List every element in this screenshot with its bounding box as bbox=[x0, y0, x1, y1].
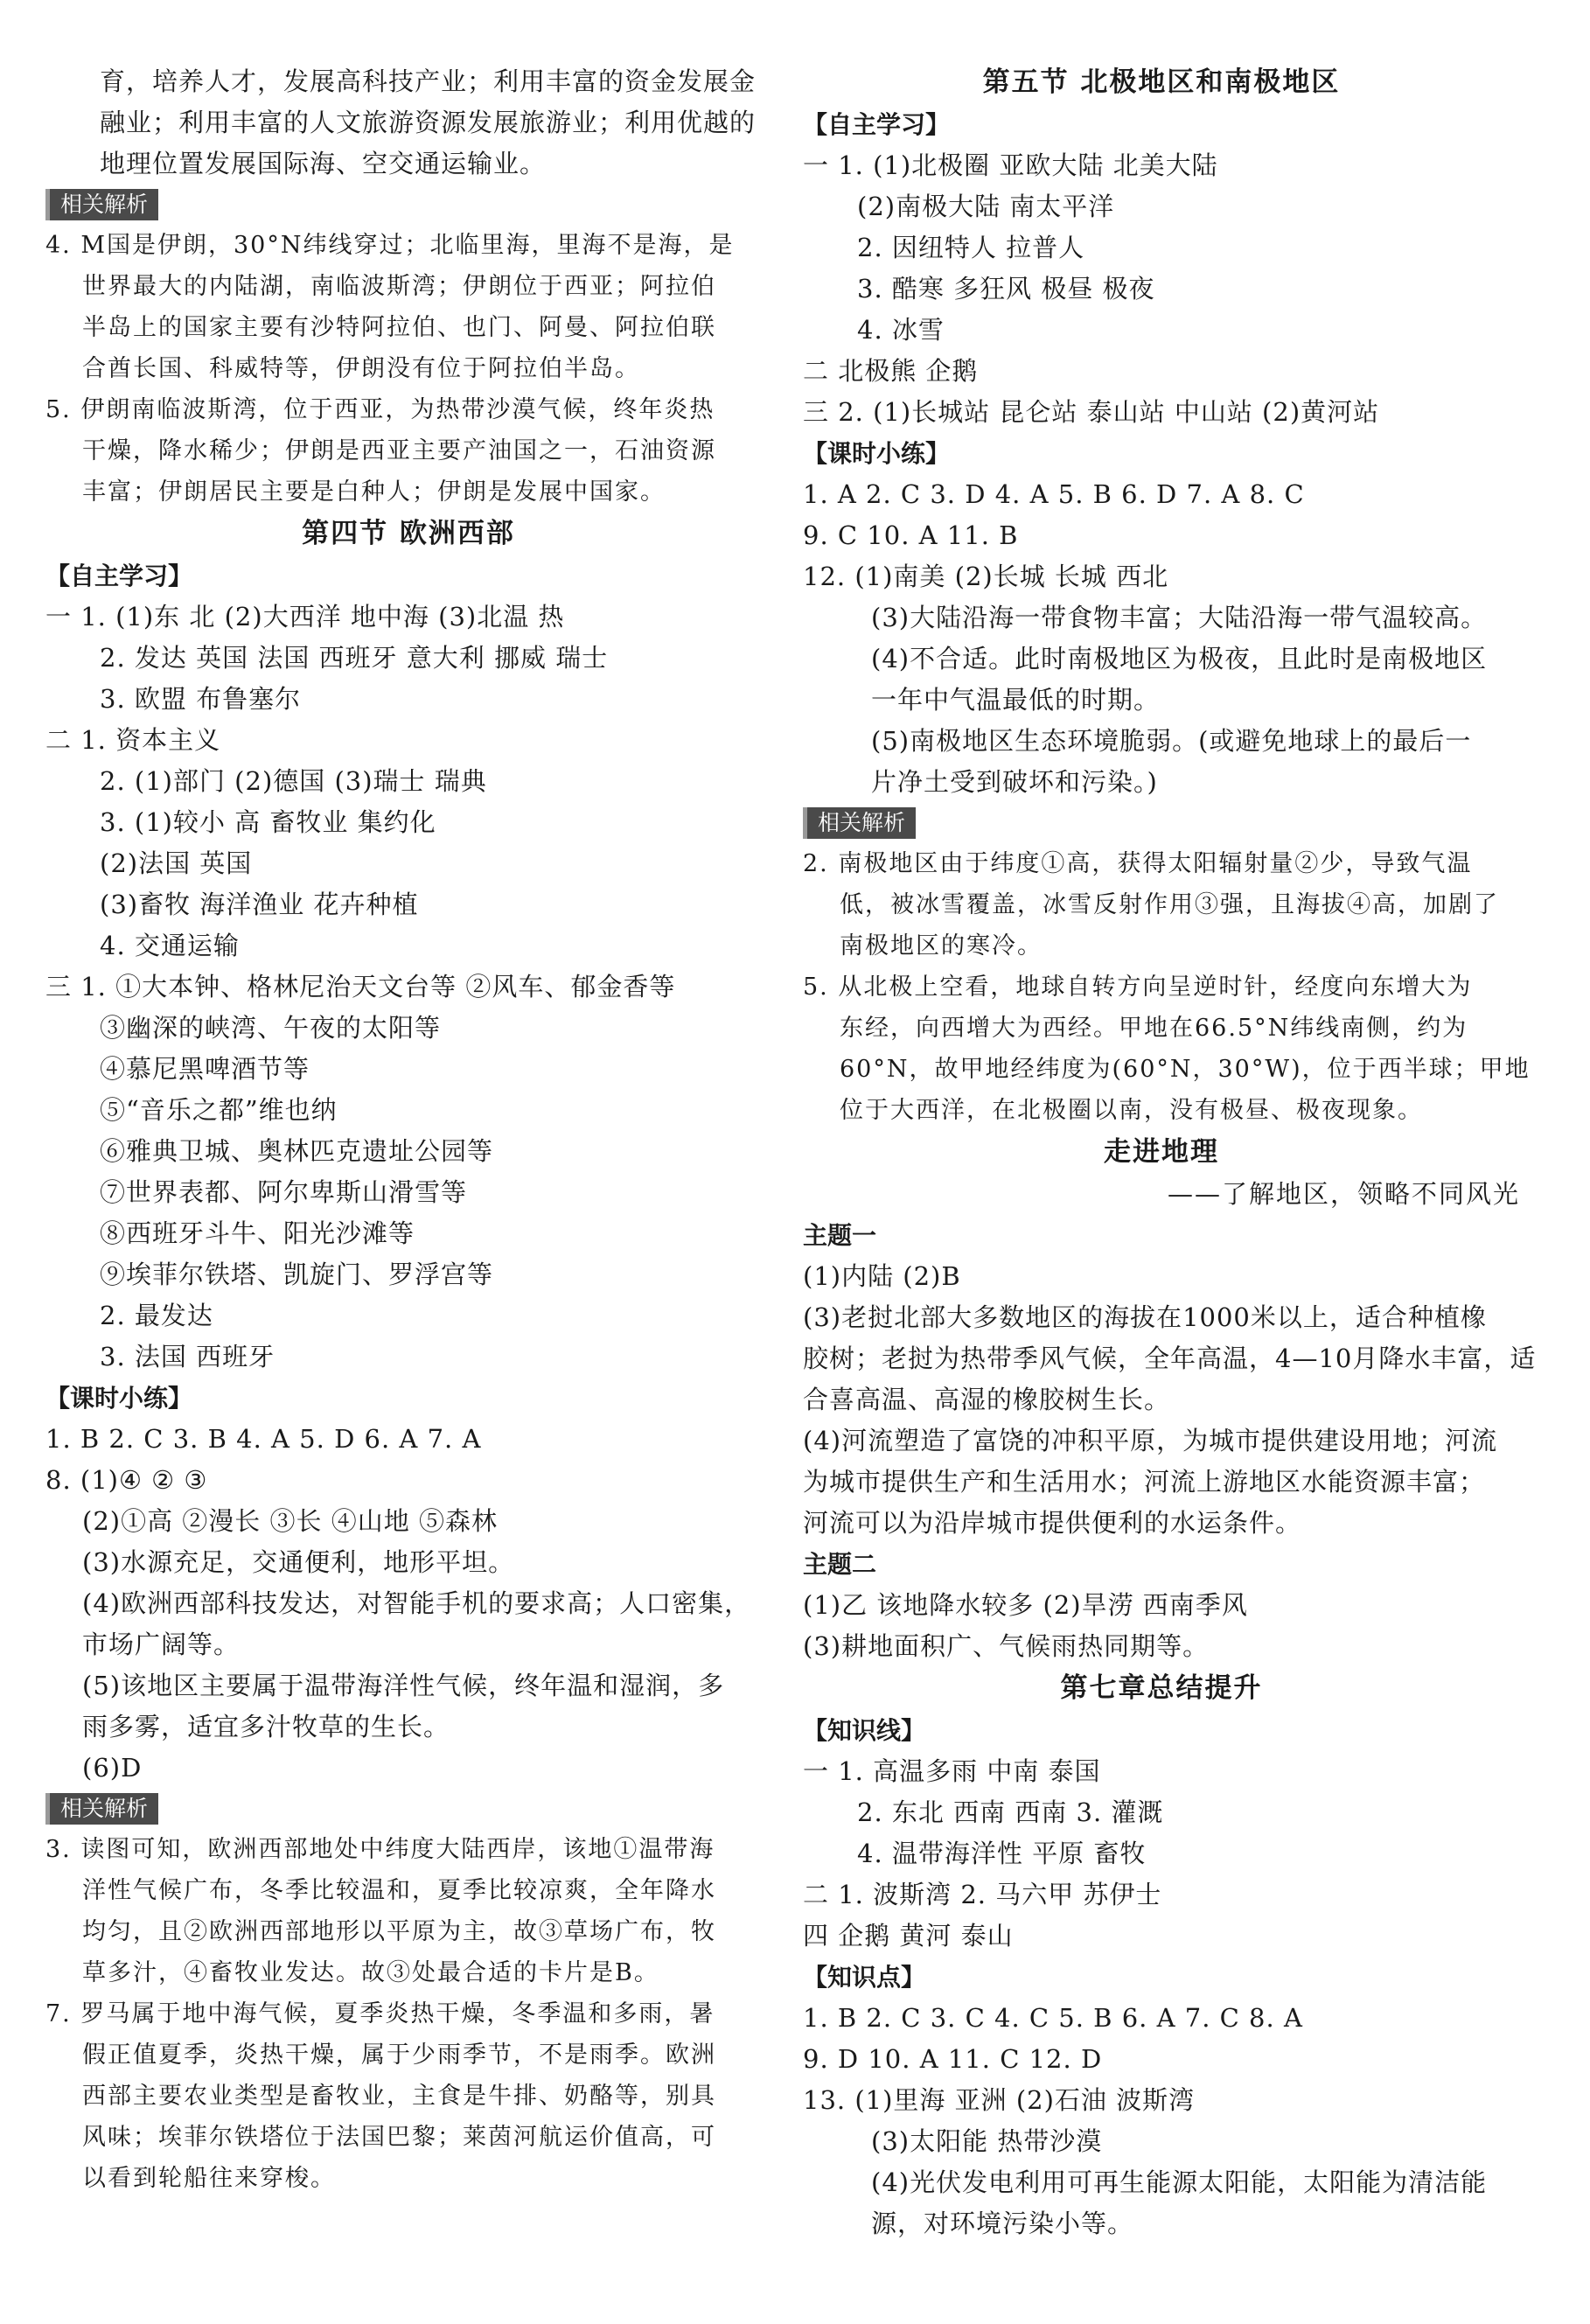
subsection-heading: 【知识点】 bbox=[803, 1963, 926, 1992]
answer-line: 三 1. ①大本钟、格林尼治天文台等 ②风车、郁金香等 bbox=[45, 972, 676, 1001]
analysis-tag bbox=[803, 803, 1520, 843]
subsection-heading: 主题二 bbox=[803, 1550, 877, 1579]
explanation-line: 干燥，降水稀少；伊朗是西亚主要产油国之一，石油资源 bbox=[82, 437, 716, 464]
answer-line: 2. (1)部门 (2)德国 (3)瑞士 瑞典 bbox=[100, 766, 487, 796]
subsection-heading: 【自主学习】 bbox=[803, 110, 951, 139]
answer-line: ⑦世界表都、阿尔卑斯山滑雪等 bbox=[100, 1177, 468, 1207]
answer-line: 片净土受到破坏和污染。) bbox=[871, 767, 1158, 797]
section-title: 第四节 欧洲西部 bbox=[302, 518, 515, 549]
answer-line: (2)法国 英国 bbox=[100, 848, 253, 878]
answer-line: 源，对环境污染小等。 bbox=[871, 2209, 1134, 2238]
answer-line: 1. B 2. C 3. C 4. C 5. B 6. A 7. C 8. A bbox=[803, 2003, 1303, 2033]
explanation-line: 以看到轮船往来穿梭。 bbox=[82, 2165, 336, 2192]
answer-line: (3)耕地面积广、气候雨热同期等。 bbox=[803, 1631, 1210, 1661]
left-column bbox=[45, 61, 771, 2199]
answer-line: ⑤“音乐之都”维也纳 bbox=[100, 1095, 338, 1125]
answer-line: 二 北极熊 企鹅 bbox=[803, 356, 979, 386]
explanation-line: 丰富；伊朗居民主要是白种人；伊朗是发展中国家。 bbox=[82, 478, 666, 506]
explanation-line: 2. 南极地区由于纬度①高，获得太阳辐射量②少，导致气温 bbox=[803, 850, 1473, 877]
answer-line: 育，培养人才，发展高科技产业；利用丰富的资金发展金 bbox=[100, 66, 757, 96]
explanation-line: 5. 伊朗南临波斯湾，位于西亚，为热带沙漠气候，终年炎热 bbox=[45, 396, 715, 423]
explanation-line: 风味；埃菲尔铁塔位于法国巴黎；莱茵河航运价值高，可 bbox=[82, 2124, 716, 2151]
section-subtitle: ——了解地区，领略不同风光 bbox=[1167, 1179, 1520, 1209]
explanation-line: 世界最大的内陆湖，南临波斯湾；伊朗位于西亚；阿拉伯 bbox=[82, 273, 716, 300]
explanation-line: 5. 从北极上空看，地球自转方向呈逆时针，经度向东增大为 bbox=[803, 974, 1473, 1001]
answer-line: (6)D bbox=[82, 1753, 143, 1783]
answer-line: 四 企鹅 黄河 泰山 bbox=[803, 1921, 1014, 1951]
answer-line: 2. 东北 西南 西南 3. 灌溉 bbox=[857, 1797, 1164, 1827]
answer-line: ⑥雅典卫城、奥林匹克遗址公园等 bbox=[100, 1136, 494, 1166]
answer-line: (3)畜牧 海洋渔业 花卉种植 bbox=[100, 890, 419, 919]
answer-line: (1)内陆 (2)B bbox=[803, 1261, 961, 1291]
answer-line: 3. (1)较小 高 畜牧业 集约化 bbox=[100, 807, 436, 837]
explanation-line: 南极地区的寒冷。 bbox=[840, 932, 1043, 960]
answer-line: ④慕尼黑啤酒节等 bbox=[100, 1054, 310, 1084]
answer-line: (4)欧洲西部科技发达，对智能手机的要求高；人口密集， bbox=[82, 1588, 751, 1618]
answer-line: (4)光伏发电利用可再生能源太阳能，太阳能为清洁能 bbox=[871, 2167, 1488, 2197]
explanation-line: 东经，向西增大为西经。甲地在66.5°N纬线南侧，约为 bbox=[840, 1015, 1468, 1042]
subsection-heading: 【自主学习】 bbox=[45, 562, 193, 590]
answer-line: 合喜高温、高湿的橡胶树生长。 bbox=[803, 1385, 1171, 1414]
explanation-line: 3. 读图可知，欧洲西部地处中纬度大陆西岸，该地①温带海 bbox=[45, 1836, 715, 1863]
answer-line: (2)南极大陆 南太平洋 bbox=[857, 192, 1115, 221]
analysis-tag-label: 相关解析 bbox=[803, 807, 916, 839]
answer-line: 3. 欧盟 布鲁塞尔 bbox=[100, 684, 302, 714]
answer-line: 一 1. (1)东 北 (2)大西洋 地中海 (3)北温 热 bbox=[45, 602, 565, 632]
answer-line: (4)不合适。此时南极地区为极夜，且此时是南极地区 bbox=[871, 644, 1488, 673]
right-column bbox=[803, 61, 1537, 2244]
answer-line: 一 1. 高温多雨 中南 泰国 bbox=[803, 1756, 1101, 1786]
explanation-line: 半岛上的国家主要有沙特阿拉伯、也门、阿曼、阿拉伯联 bbox=[82, 314, 716, 341]
answer-line: (5)南极地区生态环境脆弱。(或避免地球上的最后一 bbox=[871, 726, 1472, 756]
explanation-line: 草多汁，④畜牧业发达。故③处最合适的卡片是B。 bbox=[82, 1959, 659, 1986]
analysis-tag-label: 相关解析 bbox=[45, 189, 158, 220]
analysis-tag bbox=[45, 1789, 771, 1829]
answer-line: 4. 交通运输 bbox=[100, 931, 240, 960]
answer-line: 2. 发达 英国 法国 西班牙 意大利 挪威 瑞士 bbox=[100, 643, 609, 673]
section-title: 第七章总结提升 bbox=[1060, 1672, 1263, 1704]
explanation-line: 西部主要农业类型是畜牧业，主食是牛排、奶酪等，别具 bbox=[82, 2083, 716, 2110]
explanation-line: 低，被冰雪覆盖，冰雪反射作用③强，且海拔④高，加剧了 bbox=[840, 891, 1499, 918]
answer-line: 2. 最发达 bbox=[100, 1301, 213, 1330]
answer-line: 雨多雾，适宜多汁牧草的生长。 bbox=[82, 1712, 450, 1741]
answer-line: ⑨埃菲尔铁塔、凯旋门、罗浮宫等 bbox=[100, 1260, 494, 1289]
answer-line: 一 1. (1)北极圈 亚欧大陆 北美大陆 bbox=[803, 150, 1218, 180]
explanation-line: 7. 罗马属于地中海气候，夏季炎热干燥，冬季温和多雨，暑 bbox=[45, 2000, 715, 2027]
explanation-line: 60°N，故甲地经纬度为(60°N，30°W)，位于西半球；甲地 bbox=[840, 1056, 1531, 1083]
answer-line: 3. 法国 西班牙 bbox=[100, 1342, 275, 1371]
answer-line: 市场广阔等。 bbox=[82, 1630, 241, 1659]
answer-line: 3. 酷寒 多狂风 极昼 极夜 bbox=[857, 274, 1155, 304]
answer-line: ③幽深的峡湾、午夜的太阳等 bbox=[100, 1013, 442, 1043]
answer-line: 13. (1)里海 亚洲 (2)石油 波斯湾 bbox=[803, 2085, 1196, 2115]
answer-line: 1. B 2. C 3. B 4. A 5. D 6. A 7. A bbox=[45, 1424, 482, 1454]
answer-line: (2)①高 ②漫长 ③长 ④山地 ⑤森林 bbox=[82, 1506, 498, 1536]
analysis-tag bbox=[45, 185, 771, 225]
answer-line: 1. A 2. C 3. D 4. A 5. B 6. D 7. A 8. C bbox=[803, 479, 1305, 509]
answer-line: 8. (1)④ ② ③ bbox=[45, 1465, 208, 1495]
answer-line: 4. 温带海洋性 平原 畜牧 bbox=[857, 1839, 1147, 1868]
subsection-heading: 【课时小练】 bbox=[803, 439, 951, 468]
answer-line: (1)乙 该地降水较多 (2)旱涝 西南季风 bbox=[803, 1590, 1248, 1620]
answer-line: (3)大陆沿海一带食物丰富；大陆沿海一带气温较高。 bbox=[871, 603, 1488, 632]
explanation-line: 合酋长国、科威特等，伊朗没有位于阿拉伯半岛。 bbox=[82, 355, 640, 382]
explanation-line: 4. M国是伊朗，30°N纬线穿过；北临里海，里海不是海，是 bbox=[45, 232, 735, 259]
explanation-line: 位于大西洋，在北极圈以南，没有极昼、极夜现象。 bbox=[840, 1097, 1423, 1124]
answer-line: 二 1. 资本主义 bbox=[45, 725, 221, 755]
answer-line: 三 2. (1)长城站 昆仑站 泰山站 中山站 (2)黄河站 bbox=[803, 397, 1380, 427]
section-title: 走进地理 bbox=[1104, 1136, 1219, 1168]
answer-line: 一年中气温最低的时期。 bbox=[871, 685, 1161, 715]
answer-line: (3)老挝北部大多数地区的海拔在1000米以上，适合种植橡 bbox=[803, 1302, 1487, 1332]
answer-line: ⑧西班牙斗牛、阳光沙滩等 bbox=[100, 1218, 415, 1248]
subsection-heading: 主题一 bbox=[803, 1221, 877, 1250]
subsection-heading: 【课时小练】 bbox=[45, 1384, 193, 1413]
explanation-line: 洋性气候广布，冬季比较温和，夏季比较凉爽，全年降水 bbox=[82, 1877, 716, 1904]
answer-line: (3)水源充足，交通便利，地形平坦。 bbox=[82, 1547, 515, 1577]
explanation-line: 均匀，且②欧洲西部地形以平原为主，故③草场广布，牧 bbox=[82, 1918, 716, 1945]
answer-line: (4)河流塑造了富饶的冲积平原，为城市提供建设用地；河流 bbox=[803, 1426, 1498, 1455]
answer-line: 4. 冰雪 bbox=[857, 315, 945, 345]
answer-line: 胶树；老挝为热带季风气候，全年高温，4—10月降水丰富，适 bbox=[803, 1343, 1537, 1373]
analysis-tag-label: 相关解析 bbox=[45, 1793, 158, 1825]
answer-line: 融业；利用丰富的人文旅游资源发展旅游业；利用优越的 bbox=[100, 108, 757, 137]
answer-line: 12. (1)南美 (2)长城 长城 西北 bbox=[803, 562, 1169, 591]
answer-line: 2. 因纽特人 拉普人 bbox=[857, 233, 1085, 262]
answer-line: 为城市提供生产和生活用水；河流上游地区水能资源丰富； bbox=[803, 1467, 1486, 1497]
answer-line: 二 1. 波斯湾 2. 马六甲 苏伊士 bbox=[803, 1880, 1162, 1909]
section-title: 第五节 北极地区和南极地区 bbox=[982, 66, 1341, 98]
explanation-line: 假正值夏季，炎热干燥，属于少雨季节，不是雨季。欧洲 bbox=[82, 2041, 716, 2069]
answer-line: 9. D 10. A 11. C 12. D bbox=[803, 2044, 1103, 2074]
answer-line: 河流可以为沿岸城市提供便利的水运条件。 bbox=[803, 1508, 1302, 1538]
answer-line: 地理位置发展国际海、空交通运输业。 bbox=[100, 149, 547, 178]
answer-line: (3)太阳能 热带沙漠 bbox=[871, 2126, 1103, 2156]
answer-line: (5)该地区主要属于温带海洋性气候，终年温和湿润，多 bbox=[82, 1671, 725, 1700]
answer-line: 9. C 10. A 11. B bbox=[803, 520, 1019, 550]
subsection-heading: 【知识线】 bbox=[803, 1716, 926, 1745]
